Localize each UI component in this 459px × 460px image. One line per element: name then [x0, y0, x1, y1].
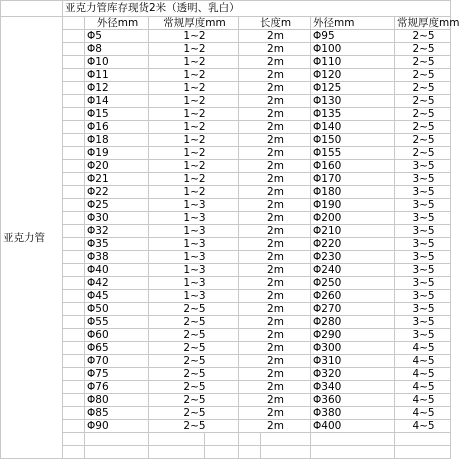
cell[interactable]: [63, 433, 85, 446]
table-row: [1, 134, 451, 147]
length-cell[interactable]: 2m: [239, 134, 311, 147]
header-thickness[interactable]: 常规厚度mm: [149, 17, 239, 30]
thickness-cell[interactable]: 4~5: [395, 342, 451, 355]
thickness-cell[interactable]: 1~3: [149, 212, 239, 225]
thickness-cell[interactable]: 2~5: [149, 329, 239, 342]
length-cell[interactable]: 2m: [239, 355, 311, 368]
header-row: [1, 17, 451, 30]
table-row: [1, 121, 451, 134]
table-row: [1, 303, 451, 316]
length-cell[interactable]: 2m: [239, 225, 311, 238]
thickness-cell[interactable]: 3~5: [395, 277, 451, 290]
table-row: [1, 329, 451, 342]
outer-diameter-cell[interactable]: Φ240: [311, 264, 395, 277]
cell[interactable]: [63, 251, 85, 264]
cell[interactable]: [63, 173, 85, 186]
length-cell[interactable]: 2m: [239, 251, 311, 264]
thickness-cell[interactable]: 2~5: [395, 82, 451, 95]
outer-diameter-cell[interactable]: Φ180: [311, 186, 395, 199]
table-row: [1, 82, 451, 95]
cell[interactable]: [205, 446, 239, 459]
thickness-cell[interactable]: 2~5: [149, 355, 239, 368]
thickness-cell[interactable]: 1~3: [149, 199, 239, 212]
outer-diameter-cell[interactable]: Φ40: [85, 264, 149, 277]
outer-diameter-cell[interactable]: Φ230: [311, 251, 395, 264]
thickness-cell[interactable]: 3~5: [395, 329, 451, 342]
category-cell[interactable]: 亚克力管: [1, 17, 63, 459]
cell[interactable]: [63, 160, 85, 173]
outer-diameter-cell[interactable]: Φ320: [311, 368, 395, 381]
cell[interactable]: [63, 420, 85, 433]
thickness-cell[interactable]: 4~5: [395, 355, 451, 368]
thickness-cell[interactable]: 2~5: [395, 30, 451, 43]
cell[interactable]: [63, 264, 85, 277]
outer-diameter-cell[interactable]: Φ55: [85, 316, 149, 329]
thickness-cell[interactable]: 3~5: [395, 316, 451, 329]
cell[interactable]: [63, 238, 85, 251]
outer-diameter-cell[interactable]: Φ270: [311, 303, 395, 316]
cell[interactable]: [63, 368, 85, 381]
outer-diameter-cell[interactable]: Φ60: [85, 329, 149, 342]
cell[interactable]: [63, 147, 85, 160]
outer-diameter-cell[interactable]: Φ260: [311, 290, 395, 303]
thickness-cell[interactable]: 3~5: [395, 173, 451, 186]
table-row: [1, 251, 451, 264]
length-cell[interactable]: 2m: [239, 173, 311, 186]
table-row: [1, 212, 451, 225]
length-cell[interactable]: 2m: [239, 407, 311, 420]
outer-diameter-cell[interactable]: Φ50: [85, 303, 149, 316]
outer-diameter-cell[interactable]: Φ340: [311, 381, 395, 394]
cell[interactable]: [63, 316, 85, 329]
empty-row: [1, 446, 451, 459]
table-row: [1, 264, 451, 277]
outer-diameter-cell[interactable]: Φ19: [85, 147, 149, 160]
outer-diameter-cell[interactable]: Φ150: [311, 134, 395, 147]
length-cell[interactable]: 2m: [239, 329, 311, 342]
table-row: [1, 147, 451, 160]
outer-diameter-cell[interactable]: Φ15: [85, 108, 149, 121]
outer-diameter-cell[interactable]: Φ5: [85, 30, 149, 43]
length-cell[interactable]: 2m: [239, 290, 311, 303]
cell[interactable]: [261, 446, 311, 459]
length-cell[interactable]: 2m: [239, 160, 311, 173]
thickness-cell[interactable]: 2~5: [149, 381, 239, 394]
outer-diameter-cell[interactable]: Φ110: [311, 56, 395, 69]
cell[interactable]: [63, 69, 85, 82]
thickness-cell[interactable]: 3~5: [395, 199, 451, 212]
table-row: [1, 95, 451, 108]
outer-diameter-cell[interactable]: Φ65: [85, 342, 149, 355]
outer-diameter-cell[interactable]: Φ25: [85, 199, 149, 212]
cell[interactable]: [63, 212, 85, 225]
table-row: [1, 342, 451, 355]
outer-diameter-cell[interactable]: Φ21: [85, 173, 149, 186]
thickness-cell[interactable]: 1~3: [149, 251, 239, 264]
outer-diameter-cell[interactable]: Φ130: [311, 95, 395, 108]
cell[interactable]: [205, 433, 239, 446]
outer-diameter-cell[interactable]: Φ300: [311, 342, 395, 355]
length-cell[interactable]: 2m: [239, 147, 311, 160]
thickness-cell[interactable]: 1~3: [149, 277, 239, 290]
cell[interactable]: [63, 134, 85, 147]
outer-diameter-cell[interactable]: Φ190: [311, 199, 395, 212]
cell[interactable]: [395, 433, 451, 446]
outer-diameter-cell[interactable]: Φ120: [311, 69, 395, 82]
thickness-cell[interactable]: 4~5: [395, 381, 451, 394]
outer-diameter-cell[interactable]: Φ22: [85, 186, 149, 199]
cell[interactable]: [63, 108, 85, 121]
thickness-cell[interactable]: 1~3: [149, 238, 239, 251]
thickness-cell[interactable]: 3~5: [395, 186, 451, 199]
thickness-cell[interactable]: 2~5: [149, 316, 239, 329]
table-row: [1, 56, 451, 69]
thickness-cell[interactable]: 2~5: [395, 56, 451, 69]
outer-diameter-cell[interactable]: Φ155: [311, 147, 395, 160]
outer-diameter-cell[interactable]: Φ90: [85, 420, 149, 433]
thickness-cell[interactable]: 2~5: [395, 108, 451, 121]
thickness-cell[interactable]: 1~2: [149, 43, 239, 56]
cell[interactable]: [63, 199, 85, 212]
outer-diameter-cell[interactable]: Φ310: [311, 355, 395, 368]
thickness-cell[interactable]: 4~5: [395, 368, 451, 381]
outer-diameter-cell[interactable]: Φ8: [85, 43, 149, 56]
length-cell[interactable]: 2m: [239, 277, 311, 290]
cell[interactable]: [261, 433, 311, 446]
outer-diameter-cell[interactable]: Φ280: [311, 316, 395, 329]
table-row: [1, 43, 451, 56]
length-cell[interactable]: 2m: [239, 238, 311, 251]
outer-diameter-cell[interactable]: Φ75: [85, 368, 149, 381]
length-cell[interactable]: 2m: [239, 69, 311, 82]
thickness-cell[interactable]: 2~5: [395, 121, 451, 134]
thickness-cell[interactable]: 2~5: [149, 394, 239, 407]
cell[interactable]: [63, 407, 85, 420]
cell[interactable]: [63, 95, 85, 108]
length-cell[interactable]: 2m: [239, 368, 311, 381]
thickness-cell[interactable]: 2~5: [395, 95, 451, 108]
thickness-cell[interactable]: 2~5: [395, 43, 451, 56]
empty-row: [1, 433, 451, 446]
outer-diameter-cell[interactable]: Φ42: [85, 277, 149, 290]
cell[interactable]: [63, 303, 85, 316]
length-cell[interactable]: 2m: [239, 381, 311, 394]
cell[interactable]: [85, 446, 149, 459]
thickness-cell[interactable]: 4~5: [395, 407, 451, 420]
length-cell[interactable]: 2m: [239, 43, 311, 56]
cell[interactable]: [63, 394, 85, 407]
length-cell[interactable]: 2m: [239, 82, 311, 95]
table-row: [1, 355, 451, 368]
table-row: [1, 381, 451, 394]
outer-diameter-cell[interactable]: Φ10: [85, 56, 149, 69]
cell[interactable]: [63, 342, 85, 355]
cell[interactable]: [63, 82, 85, 95]
outer-diameter-cell[interactable]: Φ400: [311, 420, 395, 433]
title-row: [1, 1, 451, 17]
length-cell[interactable]: 2m: [239, 394, 311, 407]
cell[interactable]: [63, 290, 85, 303]
thickness-cell[interactable]: 3~5: [395, 290, 451, 303]
thickness-cell[interactable]: 3~5: [395, 264, 451, 277]
thickness-cell[interactable]: 1~3: [149, 264, 239, 277]
cell[interactable]: [1, 1, 63, 17]
length-cell[interactable]: 2m: [239, 121, 311, 134]
thickness-cell[interactable]: 2~5: [395, 134, 451, 147]
thickness-cell[interactable]: 3~5: [395, 238, 451, 251]
length-cell[interactable]: 2m: [239, 95, 311, 108]
cell[interactable]: [63, 381, 85, 394]
outer-diameter-cell[interactable]: Φ160: [311, 160, 395, 173]
cell[interactable]: [63, 225, 85, 238]
outer-diameter-cell[interactable]: Φ35: [85, 238, 149, 251]
thickness-cell[interactable]: 2~5: [149, 420, 239, 433]
cell[interactable]: [85, 433, 149, 446]
cell[interactable]: [239, 446, 261, 459]
cell[interactable]: [63, 17, 85, 30]
outer-diameter-cell[interactable]: Φ38: [85, 251, 149, 264]
length-cell[interactable]: 2m: [239, 342, 311, 355]
table-row: [1, 238, 451, 251]
length-cell[interactable]: 2m: [239, 186, 311, 199]
outer-diameter-cell[interactable]: Φ11: [85, 69, 149, 82]
table-body: [1, 1, 459, 459]
outer-diameter-cell[interactable]: Φ360: [311, 394, 395, 407]
thickness-cell[interactable]: 1~2: [149, 134, 239, 147]
thickness-cell[interactable]: 3~5: [395, 251, 451, 264]
cell[interactable]: [63, 30, 85, 43]
thickness-cell[interactable]: 2~5: [149, 407, 239, 420]
table-row: [1, 69, 451, 82]
cell[interactable]: [63, 355, 85, 368]
header-thickness-2[interactable]: 常规厚度mm: [395, 17, 451, 30]
thickness-cell[interactable]: 1~3: [149, 290, 239, 303]
outer-diameter-cell[interactable]: Φ250: [311, 277, 395, 290]
table-row: [1, 277, 451, 290]
outer-diameter-cell[interactable]: Φ140: [311, 121, 395, 134]
cell[interactable]: [63, 277, 85, 290]
cell[interactable]: [311, 446, 395, 459]
table-row: [1, 290, 451, 303]
table-row: [1, 225, 451, 238]
cell[interactable]: [63, 329, 85, 342]
length-cell[interactable]: 2m: [239, 108, 311, 121]
header-outer-diameter[interactable]: 外径mm: [85, 17, 149, 30]
table-row: [1, 186, 451, 199]
thickness-cell[interactable]: 1~2: [149, 108, 239, 121]
outer-diameter-cell[interactable]: Φ290: [311, 329, 395, 342]
cell[interactable]: [63, 186, 85, 199]
outer-diameter-cell[interactable]: Φ18: [85, 134, 149, 147]
table-row: [1, 173, 451, 186]
outer-diameter-cell[interactable]: Φ95: [311, 30, 395, 43]
thickness-cell[interactable]: 3~5: [395, 212, 451, 225]
outer-diameter-cell[interactable]: Φ32: [85, 225, 149, 238]
cell[interactable]: [63, 56, 85, 69]
thickness-cell[interactable]: 3~5: [395, 303, 451, 316]
thickness-cell[interactable]: 1~2: [149, 173, 239, 186]
thickness-cell[interactable]: 3~5: [395, 160, 451, 173]
table-row: [1, 160, 451, 173]
table-row: [1, 407, 451, 420]
thickness-cell[interactable]: 2~5: [395, 69, 451, 82]
table-row: [1, 394, 451, 407]
outer-diameter-cell[interactable]: Φ30: [85, 212, 149, 225]
table-row: [1, 420, 451, 433]
thickness-cell[interactable]: 1~2: [149, 95, 239, 108]
thickness-cell[interactable]: 2~5: [149, 303, 239, 316]
thickness-cell[interactable]: 4~5: [395, 394, 451, 407]
outer-diameter-cell[interactable]: Φ85: [85, 407, 149, 420]
cell[interactable]: [63, 43, 85, 56]
length-cell[interactable]: 2m: [239, 264, 311, 277]
thickness-cell[interactable]: 2~5: [149, 342, 239, 355]
outer-diameter-cell[interactable]: Φ100: [311, 43, 395, 56]
cell[interactable]: [311, 433, 395, 446]
outer-diameter-cell[interactable]: Φ170: [311, 173, 395, 186]
outer-diameter-cell[interactable]: Φ14: [85, 95, 149, 108]
cell[interactable]: [63, 121, 85, 134]
table-title[interactable]: 亚克力管库存现货2米（透明、乳白）: [63, 1, 451, 17]
length-cell[interactable]: 2m: [239, 199, 311, 212]
cell[interactable]: [149, 446, 205, 459]
outer-diameter-cell[interactable]: Φ210: [311, 225, 395, 238]
thickness-cell[interactable]: 1~2: [149, 147, 239, 160]
length-cell[interactable]: 2m: [239, 420, 311, 433]
length-cell[interactable]: 2m: [239, 56, 311, 69]
table-row: [1, 316, 451, 329]
header-length[interactable]: 长度m: [239, 17, 311, 30]
table-row: [1, 199, 451, 212]
thickness-cell[interactable]: 1~2: [149, 186, 239, 199]
thickness-cell[interactable]: 1~2: [149, 69, 239, 82]
length-cell[interactable]: 2m: [239, 212, 311, 225]
table-row: [1, 30, 451, 43]
outer-diameter-cell[interactable]: Φ380: [311, 407, 395, 420]
table-row: [1, 108, 451, 121]
outer-diameter-cell[interactable]: Φ20: [85, 160, 149, 173]
outer-diameter-cell[interactable]: Φ16: [85, 121, 149, 134]
outer-diameter-cell[interactable]: Φ220: [311, 238, 395, 251]
outer-diameter-cell[interactable]: Φ200: [311, 212, 395, 225]
outer-diameter-cell[interactable]: Φ12: [85, 82, 149, 95]
outer-diameter-cell[interactable]: Φ125: [311, 82, 395, 95]
cell[interactable]: [395, 446, 451, 459]
outer-diameter-cell[interactable]: Φ76: [85, 381, 149, 394]
outer-diameter-cell[interactable]: Φ135: [311, 108, 395, 121]
thickness-cell[interactable]: 1~2: [149, 160, 239, 173]
outer-diameter-cell[interactable]: Φ45: [85, 290, 149, 303]
outer-diameter-cell[interactable]: Φ80: [85, 394, 149, 407]
thickness-cell[interactable]: 2~5: [149, 368, 239, 381]
cell[interactable]: [239, 433, 261, 446]
thickness-cell[interactable]: 1~2: [149, 56, 239, 69]
thickness-cell[interactable]: 1~3: [149, 225, 239, 238]
length-cell[interactable]: 2m: [239, 303, 311, 316]
thickness-cell[interactable]: 1~2: [149, 82, 239, 95]
table-row: [1, 368, 451, 381]
length-cell[interactable]: 2m: [239, 316, 311, 329]
thickness-cell[interactable]: 4~5: [395, 420, 451, 433]
outer-diameter-cell[interactable]: Φ70: [85, 355, 149, 368]
cell[interactable]: [63, 446, 85, 459]
length-cell[interactable]: 2m: [239, 30, 311, 43]
header-outer-diameter-2[interactable]: 外径mm: [311, 17, 395, 30]
thickness-cell[interactable]: 3~5: [395, 225, 451, 238]
cell[interactable]: [149, 433, 205, 446]
thickness-cell[interactable]: 2~5: [395, 147, 451, 160]
thickness-cell[interactable]: 1~2: [149, 30, 239, 43]
thickness-cell[interactable]: 1~2: [149, 121, 239, 134]
